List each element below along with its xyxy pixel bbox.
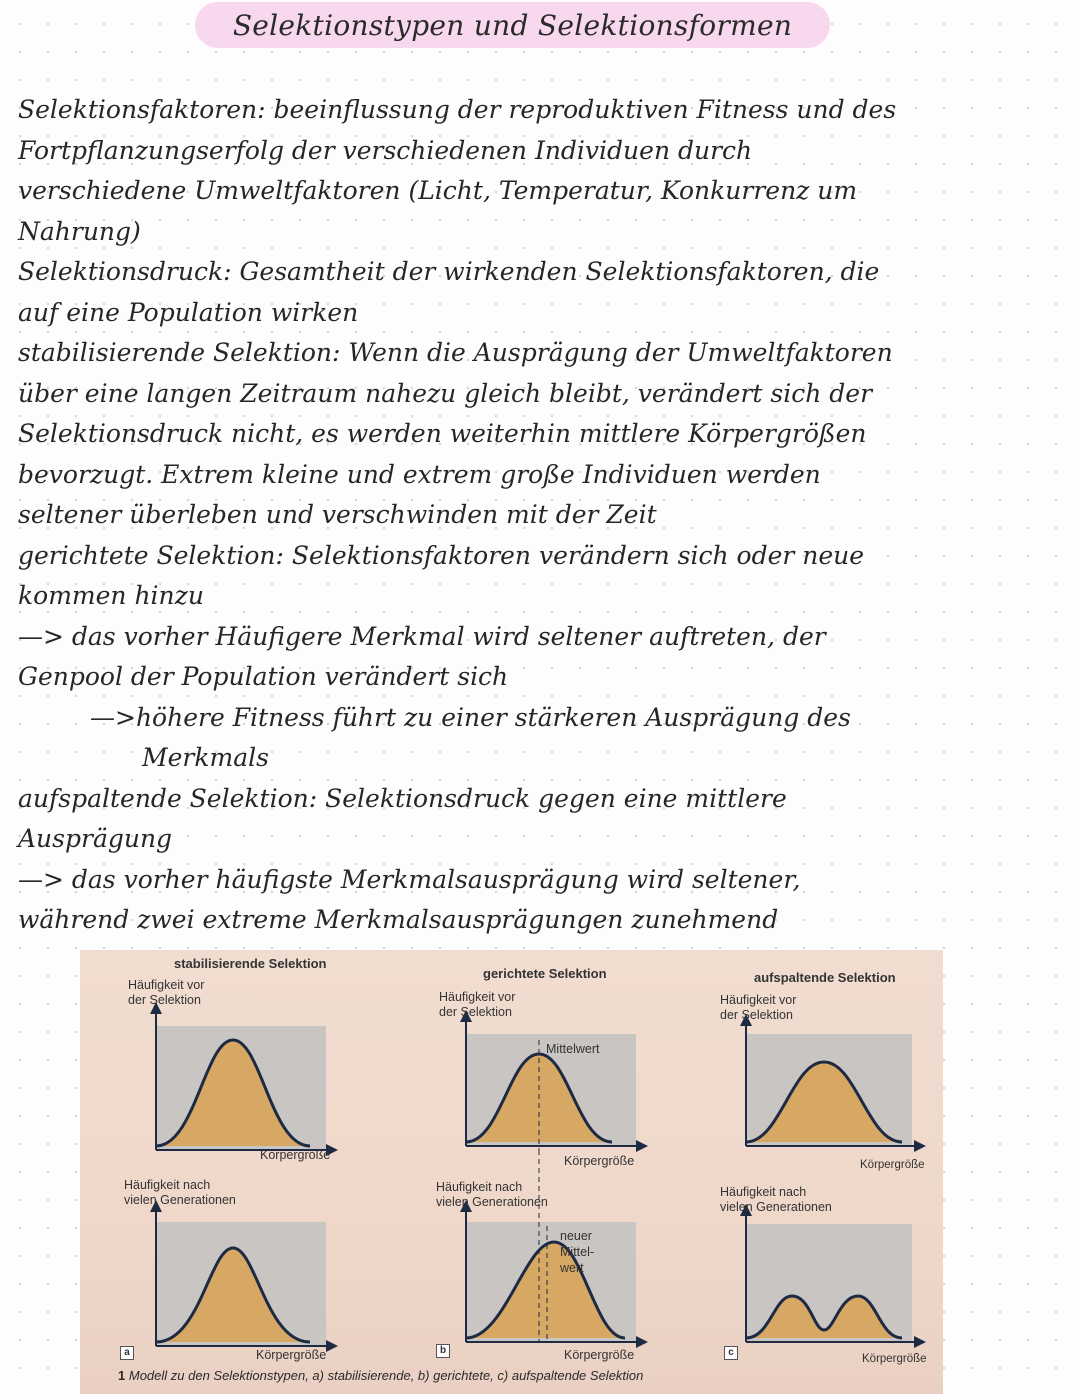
xlabel-a-top: Körpergröße (260, 1148, 331, 1162)
ylabel-b-before (439, 990, 515, 1020)
panel-letter-b: b (436, 1344, 450, 1358)
ylabel-c-after-1: Häufigkeit nach (720, 1185, 807, 1199)
caption-number: 1 (118, 1368, 126, 1383)
note-line: bevorzugt. Extrem kleine und extrem große Individuen werden (18, 459, 821, 489)
ylabel-a-after-2: vielen Generationen (124, 1193, 236, 1207)
ylabel-a-after-1: Häufigkeit nach (124, 1178, 211, 1192)
note-line: Fortpflanzungserfolg der verschiedenen Individuen durch (18, 135, 753, 165)
notes-body (18, 90, 1038, 941)
note-line: verschiedene Umweltfaktoren (Licht, Temperatur, Konkurrenz um (18, 176, 858, 205)
ylabel-a-before-1: Häufigkeit vor (128, 978, 205, 992)
figure-caption (118, 1368, 643, 1383)
title-banner (195, 2, 830, 48)
xlabel-c-bottom: Körpergröße (862, 1353, 927, 1365)
ylabel-c-before (720, 993, 796, 1023)
plot-a-before (156, 1008, 332, 1150)
note-line: während zwei extreme Merkmalsausprägungen zunehmend (18, 905, 779, 934)
note-line: auf eine Population wirken (18, 297, 359, 327)
xlabel-c-top: Körpergröße (860, 1159, 925, 1171)
ylabel-b-after-1: Häufigkeit nach (436, 1180, 523, 1194)
selection-figure (80, 950, 943, 1394)
note-line: —>höhere Fitness führt zu einer stärkeren Ausprägung des (90, 702, 851, 732)
note-line: —> das vorher Häufigere Merkmal wird seltener auftreten, der (18, 621, 826, 651)
ylabel-c-after-2: vielen Generationen (720, 1200, 832, 1214)
note-line: —> das vorher häufigste Merkmalsausprägung wird seltener, (18, 864, 801, 894)
xlabel-a-bottom: Körpergröße (256, 1348, 327, 1362)
note-line: aufspaltende Selektion: Selektionsdruck gegen eine mittlere (18, 783, 787, 813)
note-line: gerichtete Selektion: Selektionsfaktoren verändern sich oder neue (18, 540, 865, 570)
ylabel-b-before-1: Häufigkeit vor (439, 990, 516, 1004)
ylabel-a-after (124, 1178, 236, 1208)
ylabel-c-after (720, 1185, 832, 1215)
ylabel-a-before (128, 978, 204, 1008)
panel-letter-a: a (120, 1346, 134, 1360)
plot-c-after (746, 1210, 920, 1342)
new-mean-2: Mittel- (560, 1245, 595, 1259)
plot-a-after (156, 1206, 332, 1346)
ylabel-b-after-2: vielen Generationen (436, 1195, 548, 1209)
xlabel-b-top: Körpergröße (564, 1154, 635, 1168)
ylabel-a-before-2: der Selektion (128, 993, 201, 1007)
mean-label: Mittelwert (546, 1042, 600, 1056)
note-line: Merkmals (142, 743, 269, 772)
ylabel-c-before-1: Häufigkeit vor (720, 993, 797, 1007)
note-line: seltener überleben und verschwinden mit der Zeit (18, 500, 657, 529)
plot-c-before (746, 1020, 920, 1146)
heading-stabilizing: stabilisierende Selektion (174, 956, 327, 971)
note-line: Ausprägung (18, 824, 173, 853)
ylabel-b-before-2: der Selektion (439, 1005, 512, 1019)
plot-b-before (466, 1016, 642, 1150)
page-title: Selektionstypen und Selektionsformen (232, 8, 793, 42)
new-mean-3: wert (560, 1261, 584, 1275)
note-line: über eine langen Zeitraum nahezu gleich bleibt, verändert sich der (18, 378, 873, 408)
note-line: Selektionsfaktoren: beeinflussung der reproduktiven Fitness und des (18, 95, 897, 124)
heading-disruptive: aufspaltende Selektion (754, 970, 896, 985)
new-mean-label (560, 1228, 594, 1276)
xlabel-b-bottom: Körpergröße (564, 1348, 635, 1362)
caption-text: Modell zu den Selektionstypen, a) stabilisierende, b) gerichtete, c) aufspaltende Selektion (128, 1368, 644, 1383)
note-line: Genpool der Population verändert sich (18, 662, 509, 691)
note-line: stabilisierende Selektion: Wenn die Ausprägung der Umweltfaktoren (18, 338, 893, 367)
note-line: Selektionsdruck nicht, es werden weiterhin mittlere Körpergrößen (18, 419, 867, 448)
plot-b-after (466, 1150, 642, 1342)
ylabel-b-after (436, 1180, 548, 1210)
new-mean-1: neuer (560, 1229, 592, 1243)
ylabel-c-before-2: der Selektion (720, 1008, 793, 1022)
note-line: Nahrung) (18, 216, 141, 246)
heading-directional: gerichtete Selektion (483, 966, 607, 981)
panel-letter-c: c (724, 1346, 738, 1360)
note-line: kommen hinzu (18, 581, 204, 610)
note-line: Selektionsdruck: Gesamtheit der wirkenden Selektionsfaktoren, die (18, 257, 880, 286)
